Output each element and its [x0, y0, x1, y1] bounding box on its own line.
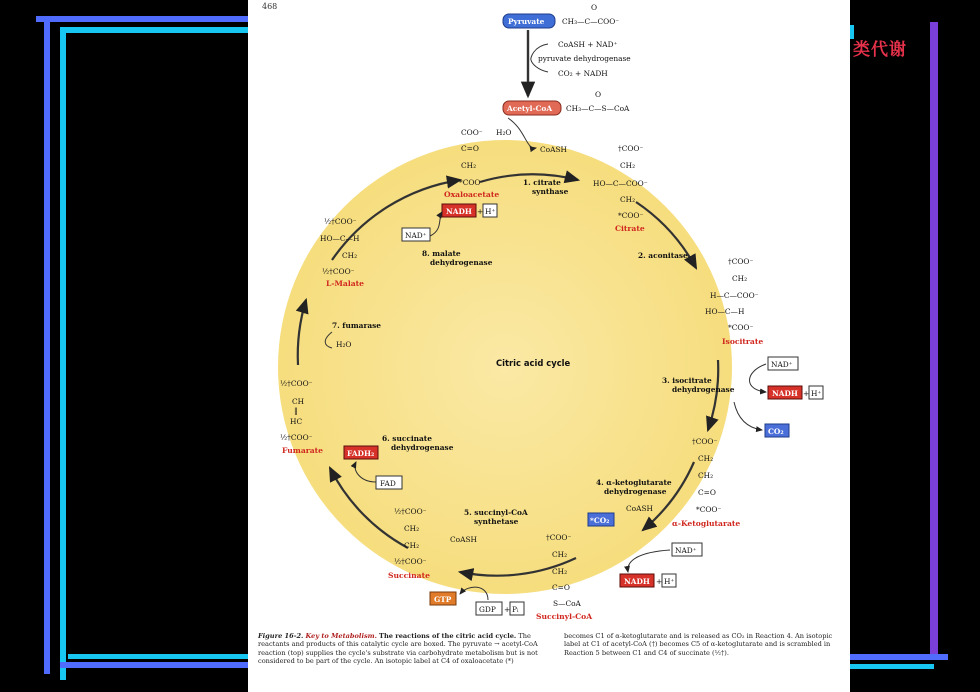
fumarate-c2: CH: [292, 397, 305, 406]
isocitrate-c1: †COO⁻: [728, 257, 754, 266]
step1-coash: CoASH: [540, 145, 567, 154]
oxaloacetate-c2: C=O: [461, 144, 479, 153]
co2-step3: CO₂: [768, 427, 784, 436]
succinyl-coa-c1: †COO⁻: [546, 533, 572, 542]
oxaloacetate-c4: *COO⁻: [459, 178, 485, 187]
akg-c3: CH₂: [698, 471, 714, 480]
akg-c2: CH₂: [698, 454, 714, 463]
plus-step8: +: [477, 207, 484, 216]
citrate-c1: †COO⁻: [618, 144, 644, 153]
slide-title: 类代谢: [853, 40, 907, 60]
co2-step4: *CO₂: [590, 516, 610, 525]
nad-step8: NAD⁺: [405, 231, 427, 240]
malate-c3: CH₂: [342, 251, 358, 260]
akg-label: α-Ketoglutarate: [672, 519, 741, 528]
frame-bar-left-blue: [44, 22, 50, 674]
caption-left-column: [258, 632, 544, 666]
plus-step4: +: [656, 577, 663, 586]
gdp-label: GDP: [479, 605, 496, 614]
citric-acid-cycle-diagram: [248, 0, 850, 630]
pdh-products: CO₂ + NADH: [558, 69, 608, 78]
pdh-reactants: CoASH + NAD⁺: [558, 40, 618, 49]
step7-water: H₂O: [336, 340, 352, 349]
step3-enzyme-a: 3. isocitrate: [662, 376, 712, 385]
caption-figure-label: Figure 16-2.: [258, 632, 304, 640]
isocitrate-c4: HO—C—H: [705, 307, 745, 316]
fumarate-c1: ½†COO⁻: [280, 379, 313, 388]
succinate-c3: CH₂: [404, 541, 420, 550]
frame-bar-bottom-cyan-left: [68, 654, 258, 659]
frame-bar-left-cyan: [60, 32, 66, 680]
step8-enzyme-a: 8. malate: [422, 249, 461, 258]
textbook-page: [248, 0, 850, 692]
fumarate-double-bond: ‖: [294, 406, 298, 415]
acetyl-coa-formula: CH₃—C—S—CoA: [566, 104, 630, 113]
frame-bar-top-cyan: [60, 27, 280, 33]
step4-enzyme-a: 4. α-ketoglutarate: [596, 478, 672, 487]
oxaloacetate-label: Oxaloacetate: [444, 190, 500, 199]
succinyl-coa-c4: C=O: [552, 583, 570, 592]
nad-step3: NAD⁺: [771, 360, 793, 369]
step3-side-arrow: [750, 364, 767, 392]
isocitrate-label: Isocitrate: [722, 337, 764, 346]
nadh-step3: NADH: [772, 389, 798, 398]
h-plus-step8: H⁺: [485, 207, 496, 216]
step5-coash: CoASH: [450, 535, 477, 544]
caption-title: Key to Metabolism.: [305, 632, 377, 640]
succinate-c1: ½†COO⁻: [394, 507, 427, 516]
isocitrate-c2: CH₂: [732, 274, 748, 283]
step5-enzyme-b: synthetase: [474, 517, 519, 526]
pdh-enzyme: pyruvate dehydrogenase: [538, 54, 631, 63]
fadh2-label: FADH₂: [347, 449, 375, 458]
citrate-c3: HO—C—COO⁻: [593, 179, 648, 188]
succinyl-coa-label: Succinyl-CoA: [536, 612, 593, 621]
pyruvate-oxo: O: [591, 3, 598, 12]
citrate-label: Citrate: [615, 224, 645, 233]
frame-bar-right-purple: [930, 22, 938, 658]
malate-c2: HO—C—H: [320, 234, 360, 243]
akg-c5: *COO⁻: [696, 505, 722, 514]
succinyl-coa-c5: S—CoA: [553, 599, 581, 608]
frame-bar-bottom-right-cyan: [850, 664, 934, 669]
step2-enzyme: 2. aconitase: [638, 251, 688, 260]
succinate-c2: CH₂: [404, 524, 420, 533]
nadh-step4: NADH: [624, 577, 650, 586]
step6-enzyme-b: dehydrogenase: [391, 443, 454, 452]
nad-step4: NAD⁺: [675, 546, 697, 555]
acetyl-coa-oxo: O: [595, 90, 602, 99]
citrate-c2: CH₂: [620, 161, 636, 170]
gtp-label: GTP: [434, 595, 452, 604]
frame-bar-top-blue: [36, 16, 282, 22]
malate-c1: ½†COO⁻: [324, 217, 357, 226]
fumarate-label: Fumarate: [282, 446, 323, 455]
step1-water: H₂O: [496, 128, 512, 137]
frame-bar-bottom-right-blue: [850, 654, 948, 660]
h-plus-step3: H⁺: [811, 389, 822, 398]
h-plus-step4: H⁺: [664, 577, 675, 586]
isocitrate-c5: *COO⁻: [728, 323, 754, 332]
caption-subtitle: The reactions of the citric acid cycle.: [379, 632, 517, 640]
akg-c1: †COO⁻: [692, 437, 718, 446]
step8-enzyme-b: dehydrogenase: [430, 258, 493, 267]
pyruvate-formula: CH₃—C—COO⁻: [562, 17, 620, 26]
pyruvate-label: Pyruvate: [508, 17, 545, 26]
oxaloacetate-c3: CH₂: [461, 161, 477, 170]
isocitrate-c3: H—C—COO⁻: [710, 291, 759, 300]
fumarate-c3: HC: [290, 417, 303, 426]
center-label: Citric acid cycle: [496, 358, 571, 368]
acetyl-coa-label: Acetyl-CoA: [507, 104, 553, 113]
citrate-c4: CH₂: [620, 195, 636, 204]
page-number: 468: [262, 2, 278, 11]
step4-coash: CoASH: [626, 504, 653, 513]
succinyl-coa-c2: CH₂: [552, 550, 568, 559]
caption-right-column: becomes C1 of α-ketoglutarate and is released as CO₂ in Reaction 4. An isotopic label at C1 of acetyl-CoA (†) becomes C5 of α-ketoglutarate and is scrambled in Reaction 5 between C1 and C4 of succinate (½†).: [564, 632, 833, 657]
citrate-c5: *COO⁻: [618, 211, 644, 220]
step1-enzyme-a: 1. citrate: [523, 178, 561, 187]
succinate-c4: ½†COO⁻: [394, 557, 427, 566]
step6-enzyme-a: 6. succinate: [382, 434, 432, 443]
plus-step5: +: [504, 605, 511, 614]
akg-c4: C=O: [698, 488, 716, 497]
fumarate-c4: ½†COO⁻: [280, 433, 313, 442]
fad-label: FAD: [380, 479, 396, 488]
co2-release-arrow: [734, 402, 762, 430]
malate-label: L-Malate: [326, 279, 364, 288]
succinate-label: Succinate: [388, 571, 430, 580]
step7-enzyme: 7. fumarase: [332, 321, 381, 330]
nadh-step8: NADH: [446, 207, 472, 216]
plus-step3: +: [803, 389, 810, 398]
pi-label: Pᵢ: [512, 605, 519, 614]
frame-bar-bottom-blue: [60, 662, 260, 668]
caption-left-text: The reactants and products of this catalytic cycle are boxed. The pyruvate → acetyl-CoA reaction (top) supplies the cycle's substrate via carbohydrate metabolism but is not considered to be part of the cycle. An isotopic label at C4 of oxaloacetate (*): [258, 632, 538, 666]
step4-enzyme-b: dehydrogenase: [604, 487, 667, 496]
step5-enzyme-a: 5. succinyl-CoA: [464, 508, 528, 517]
step3-enzyme-b: dehydrogenase: [672, 385, 735, 394]
malate-c4: ½†COO⁻: [322, 267, 355, 276]
succinyl-coa-c3: CH₂: [552, 567, 568, 576]
step1-enzyme-b: synthase: [532, 187, 569, 196]
oxaloacetate-c1: COO⁻: [461, 128, 483, 137]
